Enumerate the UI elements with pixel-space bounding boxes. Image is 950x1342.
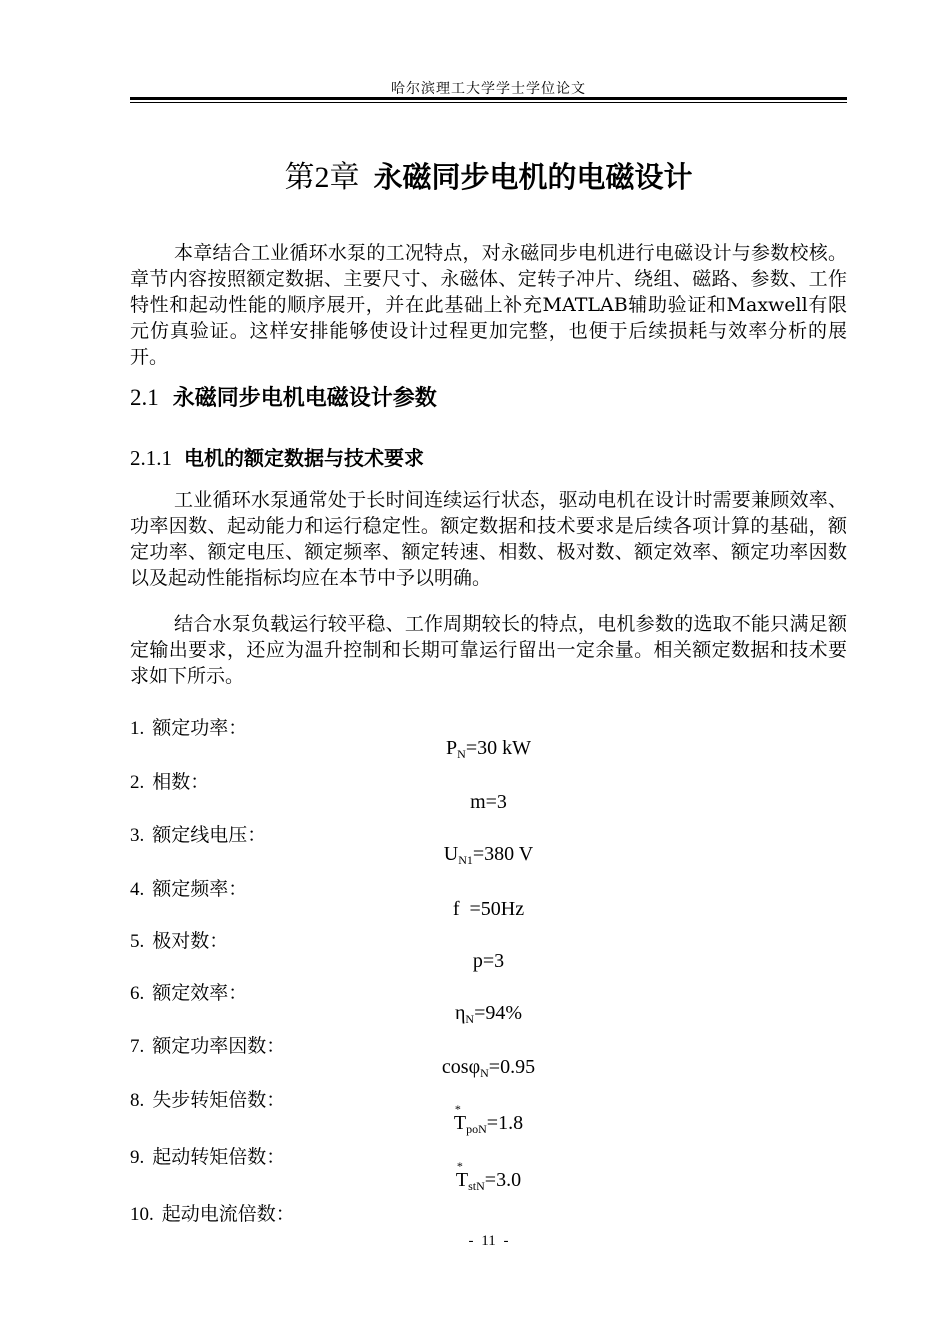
rated-item-label (130, 1142, 285, 1169)
rated-item-label (130, 713, 247, 740)
header-rule-thick (130, 97, 847, 100)
value-star: * (454, 1102, 461, 1116)
body-paragraph-2: 结合水泵负载运行较平稳、工作周期较长的特点，电机参数的选取不能只满足额定输出要求，还应为温升控制和长期可靠运行留出一定余量。相关额定数据和技术要求如下所示。 (130, 613, 847, 687)
value-number: =0.95 (488, 1056, 536, 1078)
rated-item-index: 7. (130, 1036, 145, 1057)
value-subscript: N (480, 1066, 489, 1080)
rated-item-label (130, 767, 209, 794)
rated-item-text: 极对数： (152, 930, 229, 952)
rated-item-index: 8. (130, 1090, 145, 1111)
value-symbol-text: U (443, 843, 459, 865)
rated-item-label (130, 1031, 285, 1058)
intro-paragraph: 本章结合工业循环水泵的工况特点，对永磁同步电机进行电磁设计与参数校核。章节内容按照额定数据、主要尺寸、永磁体、定转子冲片、绕组、磁路、参数、工作特性和起动性能的顺序展开，并在此基础上补充MATLAB辅助验证和Maxwell有限元仿真验证。这样安排能够使设计过程更加完整，也便于后续损耗与效率分析的展开。 (130, 242, 847, 368)
rated-item-label (130, 874, 247, 901)
value-symbol-text: η (454, 1002, 466, 1024)
value-symbol (473, 950, 483, 972)
rated-item-text: 额定线电压： (152, 824, 267, 846)
rated-item-value (330, 791, 647, 814)
rated-item-text: 额定功率因数： (152, 1035, 286, 1057)
rated-item-index: 4. (130, 879, 145, 900)
rated-item-index: 1. (130, 718, 145, 739)
value-symbol-text: p (472, 950, 483, 972)
value-subscript: N (465, 1012, 475, 1026)
chapter-title (130, 152, 847, 196)
rated-item-value (330, 950, 647, 973)
rated-item-text: 失步转矩倍数： (152, 1089, 286, 1111)
value-number: =3 (485, 791, 507, 813)
rated-item-value (330, 1102, 647, 1137)
rated-item-text: 起动电流倍数： (161, 1203, 295, 1225)
rated-item-value (330, 843, 647, 868)
rated-item-text: 相数： (152, 771, 210, 793)
value-symbol (446, 737, 457, 759)
rated-item-index: 5. (130, 931, 145, 952)
value-subscript: N (457, 747, 466, 761)
value-symbol-text: P (446, 737, 458, 759)
rated-item-label (130, 926, 228, 953)
subsection-number: 2.1.1 (130, 446, 172, 470)
value-number: =94% (474, 1002, 523, 1024)
rated-item-index: 10. (130, 1204, 154, 1225)
rated-item-text: 额定效率： (152, 982, 248, 1004)
value-symbol (455, 1002, 465, 1024)
chapter-number: 第2章 (284, 161, 360, 194)
rated-item-label (130, 1085, 285, 1112)
rated-item-value (330, 1159, 647, 1194)
subsection-heading (130, 442, 424, 471)
value-symbol-text: T (453, 1112, 467, 1134)
rated-item-text: 额定频率： (152, 878, 248, 900)
value-number: =3.0 (484, 1169, 522, 1191)
value-star: * (456, 1159, 463, 1173)
value-symbol (453, 898, 465, 920)
value-symbol (453, 1102, 467, 1134)
page-number: - 11 - (468, 1233, 509, 1249)
value-symbol (470, 791, 486, 813)
chapter-name: 永磁同步电机的电磁设计 (373, 160, 693, 194)
rated-item-index: 3. (130, 825, 145, 846)
rated-item-index: 6. (130, 983, 145, 1004)
rated-item-value (330, 898, 647, 921)
rated-item-value (330, 737, 647, 762)
section-number: 2.1 (130, 385, 159, 410)
value-symbol-text: m (470, 791, 486, 813)
value-symbol-text: f (452, 898, 465, 920)
rated-item-label (130, 820, 266, 847)
body-paragraph-1: 工业循环水泵通常处于长时间连续运行状态，驱动电机在设计时需要兼顾效率、功率因数、起动能力和运行稳定性。额定数据和技术要求是后续各项计算的基础，额定功率、额定电压、额定频率、额定转速、相数、极对数、额定效率、额定功率因数以及起动性能指标均应在本节中予以明确。 (130, 489, 847, 589)
rated-item-index: 9. (130, 1147, 145, 1168)
rated-item-text: 起动转矩倍数： (152, 1146, 286, 1168)
value-number: =30 kW (465, 737, 531, 759)
rated-item-label (130, 1199, 295, 1226)
header-rule-thin (130, 102, 847, 103)
value-number: =3 (482, 950, 505, 972)
value-subscript: stN (468, 1179, 485, 1193)
section-title: 永磁同步电机电磁设计参数 (172, 386, 437, 411)
subsection-title: 电机的额定数据与技术要求 (184, 446, 424, 470)
value-symbol (455, 1159, 469, 1191)
rated-item-text: 额定功率： (152, 717, 248, 739)
value-subscript: N1 (458, 853, 473, 867)
value-number: =50Hz (464, 898, 525, 920)
rated-item-value (330, 1056, 647, 1081)
rated-item-index: 2. (130, 772, 145, 793)
value-symbol (442, 1056, 480, 1078)
value-symbol-text: T (455, 1169, 469, 1191)
section-heading (130, 381, 437, 412)
value-number: =380 V (472, 843, 534, 865)
value-number: =1.8 (486, 1112, 524, 1134)
value-symbol-text: cosφ (441, 1056, 481, 1078)
running-header: 哈尔滨理工大学学士学位论文 (391, 81, 586, 97)
value-symbol (444, 843, 458, 865)
value-subscript: poN (466, 1122, 487, 1136)
rated-item-label (130, 978, 247, 1005)
rated-item-value (330, 1002, 647, 1027)
